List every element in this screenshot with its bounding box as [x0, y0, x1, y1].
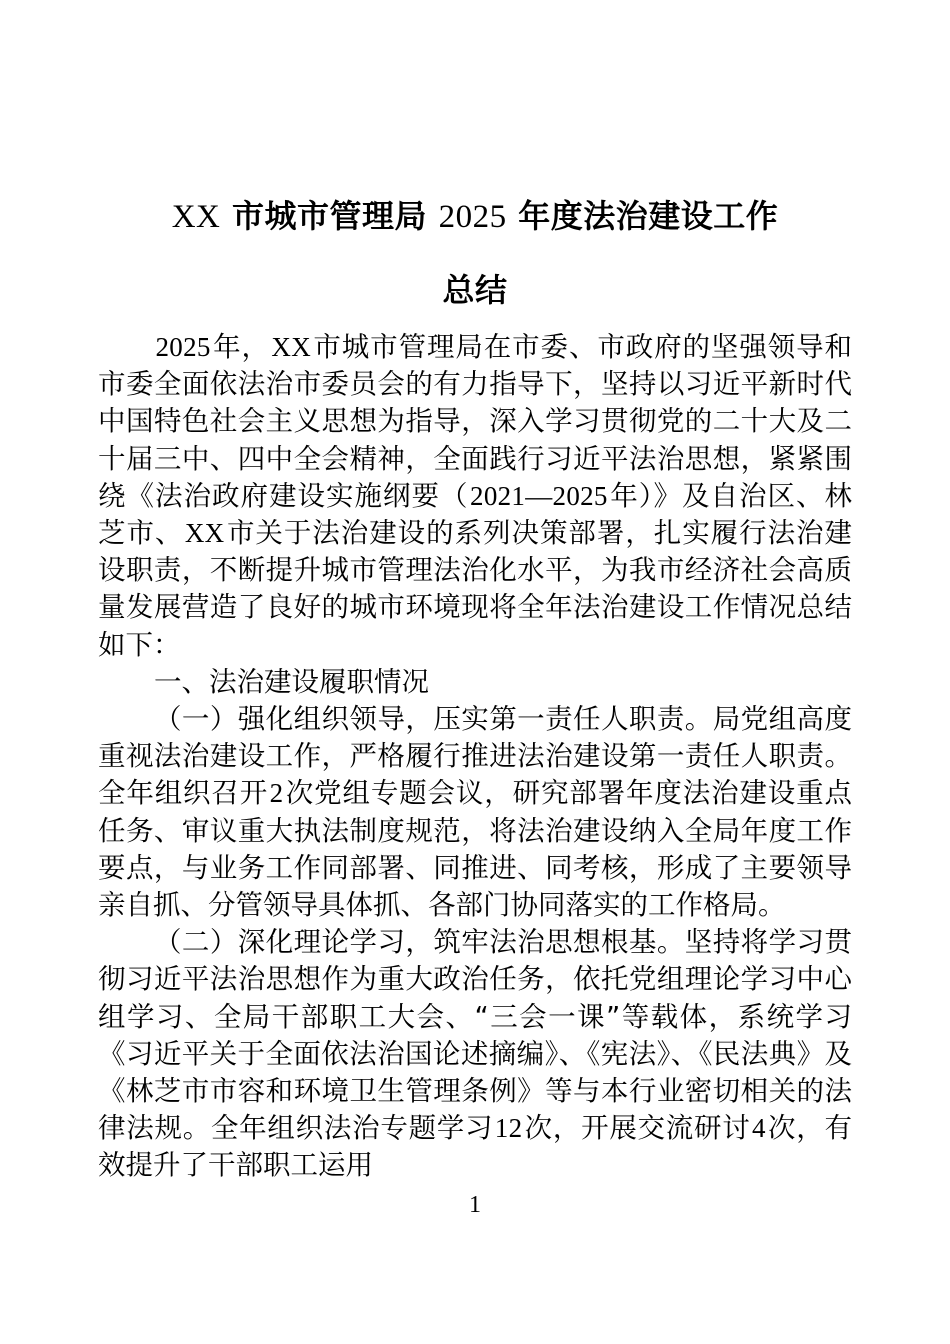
paragraph-1-2: （二）深化理论学习，筑牢法治思想根基。坚持将学习贯彻习近平法治思想作为重大政治任务，依托党组理论学习中心组学习、全局干部职工大会、“三会一课”等载体，系统学习《习近平关于全面依法治国论述摘编》、《宪法》、《民法典》及《林芝市市容和环境卫生管理条例》等与本行业密切相关的法律法规。全年组织法治专题学习12次，开展交流研讨4次，有效提升了干部职工运用 — [98, 926, 853, 1182]
title-line-1: XX 市城市管理局 2025 年度法治建设工作 — [171, 197, 779, 236]
paragraph-intro: 2025年，XX市城市管理局在市委、市政府的坚强领导和市委全面依法治市委员会的有力指导下，坚持以习近平新时代中国特色社会主义思想为指导，深入学习贯彻党的二十大及二十届三中、四中全会精神，全面践行习近平法治思想，紧紧围绕《法治政府建设实施纲要（2021—2025年）》及自治区、林芝市、XX市关于法治建设的系列决策部署，扎实履行法治建设职责，不断提升城市管理法治化水平，为我市经济社会高质量发展营造了良好的城市环境现将全年法治建设工作情况总结如下： — [98, 331, 853, 661]
document-body — [98, 329, 852, 1185]
paragraph-1-1: （一）强化组织领导，压实第一责任人职责。局党组高度重视法治建设工作，严格履行推进法治建设第一责任人职责。全年组织召开2次党组专题会议，研究部署年度法治建设重点任务、审议重大执法制度规范，将法治建设纳入全局年度工作要点，与业务工作同部署、同推进、同考核，形成了主要领导亲自抓、分管领导具体抓、各部门协同落实的工作格局。 — [98, 703, 853, 922]
page-number: 1 — [469, 1192, 481, 1218]
title-line-2: 总结 — [442, 271, 508, 310]
page-title — [98, 180, 852, 328]
heading-section-1: 一、法治建设履职情况 — [154, 665, 429, 698]
